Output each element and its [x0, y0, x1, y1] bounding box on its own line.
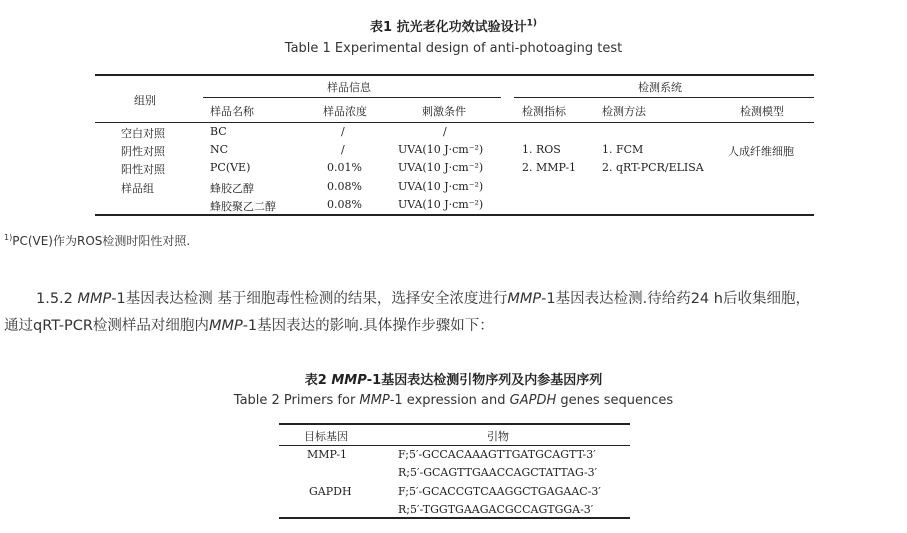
table1-row-method: 1. FCM — [602, 143, 644, 156]
table1-row-indicator: 2. MMP-1 — [522, 161, 577, 174]
gene-name: MMP — [77, 291, 112, 307]
table2-title-en-part: genes sequences — [556, 393, 674, 408]
table2-title — [0, 369, 907, 388]
table1-row-stim: / — [443, 125, 447, 138]
table2-title-prefix: 表2 — [304, 373, 332, 388]
table2-header-gene: 目标基因 — [304, 430, 348, 443]
table2-row-primer: R;5′-GCAGTTGAACCAGCTATTAG-3′ — [398, 466, 598, 479]
table1-subheader-rule-left — [203, 97, 501, 98]
table1-row-name: 蜂胶聚乙二醇 — [210, 200, 276, 213]
table1-row-stim: UVA(10 J·cm⁻²) — [398, 180, 484, 193]
paragraph-line-1 — [36, 287, 810, 308]
section-number: 1.5.2 — [36, 291, 73, 307]
table1-title-footnote-mark: 1) — [526, 18, 537, 29]
table1-row-stim: UVA(10 J·cm⁻²) — [398, 161, 484, 174]
table1-model-value: 人成纤维细胞 — [728, 145, 794, 158]
table1-title — [0, 16, 907, 35]
table1-header-stimulus: 刺激条件 — [422, 105, 466, 118]
table1-row-stim: UVA(10 J·cm⁻²) — [398, 198, 484, 211]
table1-row-method: 2. qRT-PCR/ELISA — [602, 161, 704, 174]
table2-title-en-part: Table 2 Primers for — [233, 393, 360, 408]
table1-row-indicator: 1. ROS — [522, 143, 561, 156]
table1-row-group: 阳性对照 — [121, 163, 165, 176]
table1-row-name: NC — [210, 143, 229, 156]
table2-top-rule — [279, 423, 630, 425]
table1-title-en: Table 1 Experimental design of anti-photoaging test — [284, 41, 623, 56]
table2-title-rest: -1基因表达检测引物序列及内参基因序列 — [366, 373, 603, 388]
table1-row-conc: 0.08% — [327, 198, 362, 211]
table1-row-stim: UVA(10 J·cm⁻²) — [398, 143, 484, 156]
table2-row-primer: F;5′-GCACCGTCAAGGCTGAGAAC-3′ — [398, 485, 601, 498]
paragraph-text: -1基因表达的影响.具体操作步骤如下： — [242, 318, 494, 334]
table1-row-conc: / — [341, 125, 345, 138]
table2-row-gene: GAPDH — [309, 485, 352, 498]
table2-header-primer: 引物 — [487, 430, 509, 443]
paragraph-text: -1基因表达检测.待给药24 h后收集细胞， — [541, 291, 810, 307]
gene-name: MMP — [507, 291, 542, 307]
table2-header-rule — [279, 445, 630, 446]
table1-row-conc: 0.01% — [327, 161, 362, 174]
table1-header-sample-info: 样品信息 — [327, 81, 371, 94]
table1-row-name: PC(VE) — [210, 161, 251, 174]
table1-row-group: 样品组 — [121, 182, 154, 195]
table2-row-primer: F;5′-GCCACAAAGTTGATGCAGTT-3′ — [398, 448, 596, 461]
table1-row-group: 空白对照 — [121, 127, 165, 140]
footnote-mark: 1) — [4, 233, 13, 242]
footnote-text: PC(VE)作为ROS检测时阳性对照. — [12, 234, 191, 248]
table1-row-conc: 0.08% — [327, 180, 362, 193]
table2-title-en — [0, 393, 907, 408]
gene-name: MMP — [208, 318, 243, 334]
table2-row-gene: MMP-1 — [307, 448, 348, 461]
table1-header-method: 检测方法 — [602, 105, 646, 118]
table1-header-model: 检测模型 — [740, 105, 784, 118]
table1-top-rule — [95, 74, 814, 76]
table1-bottom-rule — [95, 214, 814, 216]
table2-title-en-mmp: MMP — [359, 393, 390, 408]
table1-subheader-rule-right — [514, 97, 814, 98]
table2-row-primer: R;5′-TGGTGAAGACGCCAGTGGA-3′ — [398, 503, 594, 516]
table1-row-conc: / — [341, 143, 345, 156]
table1-header-sample-conc: 样品浓度 — [323, 105, 367, 118]
table1-header-rule — [95, 122, 814, 123]
paragraph-text: 通过qRT-PCR检测样品对细胞内 — [4, 318, 209, 334]
table2-bottom-rule — [279, 517, 630, 519]
table1-header-sample-name: 样品名称 — [210, 105, 254, 118]
table1-row-name: BC — [210, 125, 227, 138]
paragraph-line-2 — [4, 314, 494, 335]
section-heading: -1基因表达检测 — [111, 291, 213, 307]
table1-header-indicator: 检测指标 — [522, 105, 566, 118]
table2-title-gene: MMP — [331, 373, 367, 388]
table1-row-group: 阴性对照 — [121, 145, 165, 158]
table1-footnote — [4, 232, 190, 249]
table2-title-en-gapdh: GAPDH — [509, 393, 557, 408]
table1-row-name: 蜂胶乙醇 — [210, 182, 254, 195]
table1-header-detection-system: 检测系统 — [638, 81, 682, 94]
table1-header-group: 组别 — [134, 94, 156, 107]
table1-title-text: 表1 抗光老化功效试验设计 — [370, 20, 527, 35]
paragraph-text: 基于细胞毒性检测的结果，选择安全浓度进行 — [212, 291, 508, 307]
table2-title-en-part: -1 expression and — [389, 393, 510, 408]
